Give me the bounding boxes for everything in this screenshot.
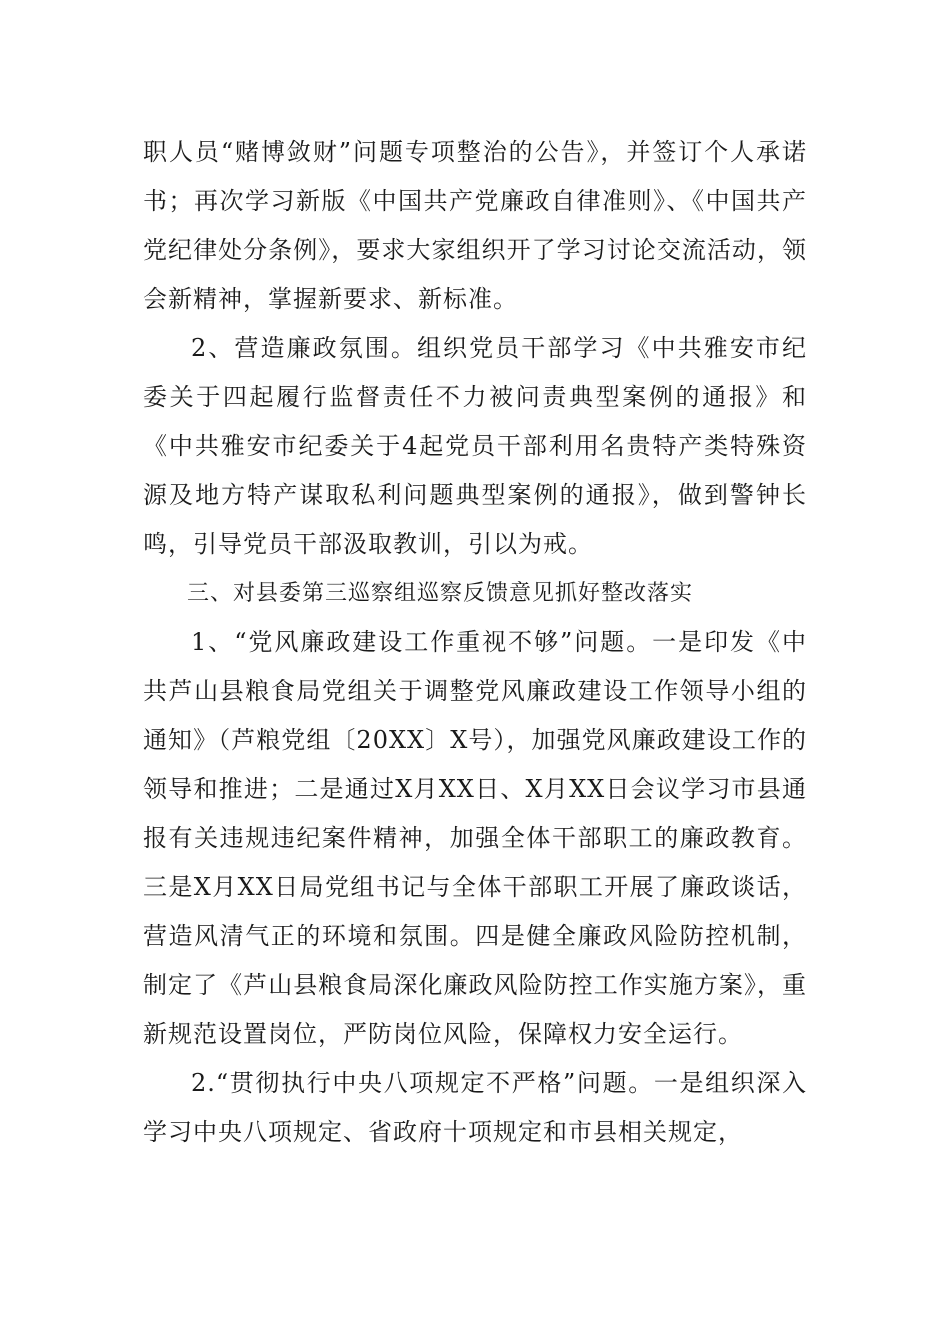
paragraph-item-2-atmosphere: 2、营造廉政氛围。组织党员干部学习《中共雅安市纪委关于四起履行监督责任不力被问责典型案例的通报》和《中共雅安市纪委关于4起党员干部利用名贵特产类特殊资源及地方特产谋取私利问题典型案例的通报》，做到警钟长鸣，引导党员干部汲取教训，引以为戒。 <box>143 334 807 558</box>
paragraph-item-1-party-style: 1、“党风廉政建设工作重视不够”问题。一是印发《中共芦山县粮食局党组关于调整党风廉政建设工作领导小组的通知》（芦粮党组〔20XX〕X号），加强党风廉政建设工作的领导和推进；二是通过X月XX日、X月XX日会议学习市县通报有关违规违纪案件精神，加强全体干部职工的廉政教育。三是X月XX日局党组书记与全体干部职工开展了廉政谈话，营造风清气正的环境和氛围。四是健全廉政风险防控机制，制定了《芦山县粮食局深化廉政风险防控工作实施方案》，重新规范设置岗位，严防岗位风险，保障权力安全运行。 <box>143 628 807 1048</box>
document-body <box>143 128 807 1157</box>
paragraph-item-2-eight-rules: 2.“贯彻执行中央八项规定不严格”问题。一是组织深入学习中央八项规定、省政府十项规定和市县相关规定， <box>143 1069 807 1146</box>
section-heading-three: 三、对县委第三巡察组巡察反馈意见抓好整改落实 <box>187 581 694 606</box>
paragraph-continuation: 职人员“赌博敛财”问题专项整治的公告》，并签订个人承诺书；再次学习新版《中国共产党廉政自律准则》、《中国共产党纪律处分条例》，要求大家组织开了学习讨论交流活动，领会新精神，掌握新要求、新标准。 <box>143 138 807 313</box>
